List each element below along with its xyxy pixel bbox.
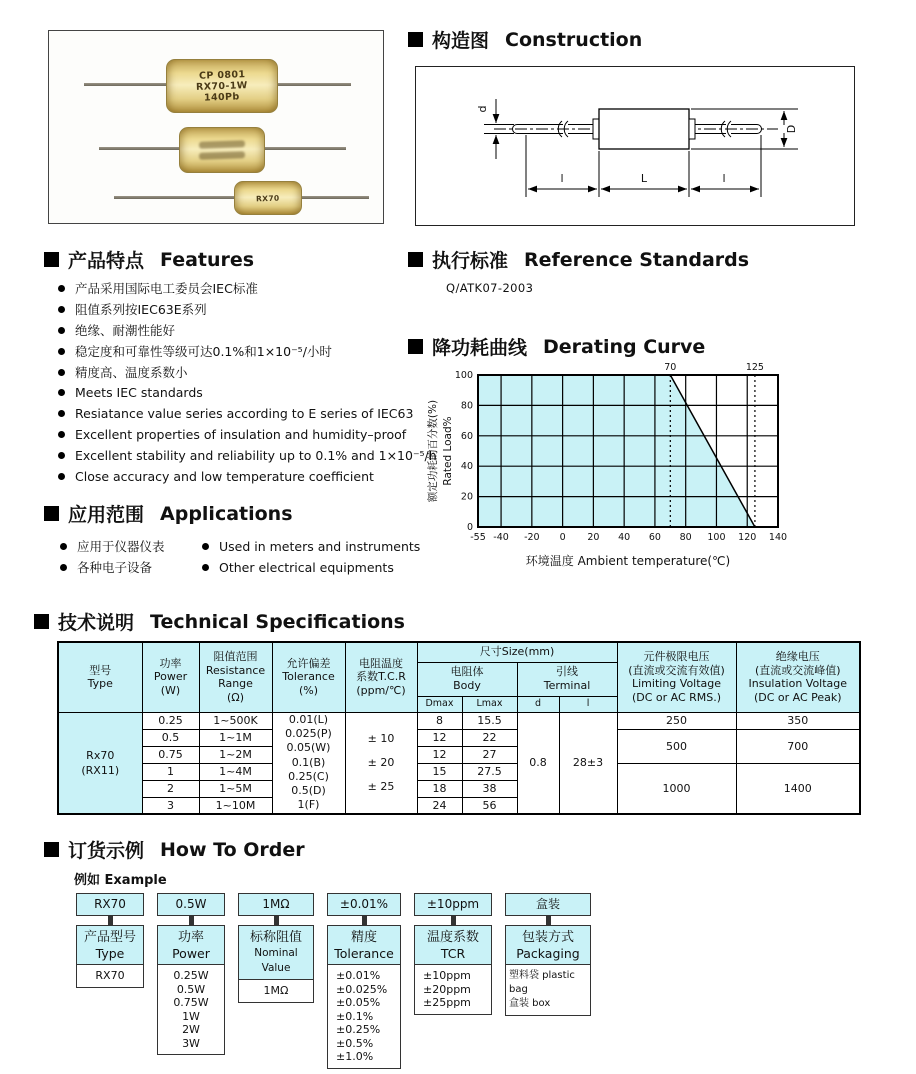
connector-line xyxy=(546,916,551,925)
resistor-body-outline xyxy=(599,109,689,149)
section-marker-square xyxy=(408,252,423,267)
order-flow xyxy=(76,893,591,1069)
list-item: Used in meters and instruments xyxy=(202,540,420,553)
blurred-marking xyxy=(199,140,245,149)
standards-value: Q/ATK07-2003 xyxy=(446,281,534,295)
dim-label-l-right: l xyxy=(722,172,726,185)
table-row xyxy=(58,763,860,780)
order-column-tcr xyxy=(414,893,492,1015)
applications-lists xyxy=(60,540,420,582)
order-column-tolerance xyxy=(327,893,401,1069)
cell-range: 1~4M xyxy=(199,763,272,780)
order-example-label: 例如 Example xyxy=(74,873,167,888)
x-tick-label: 140 xyxy=(768,532,788,543)
cell-power: 3 xyxy=(142,797,199,814)
cell-lmax: 56 xyxy=(462,797,517,814)
cell-tolerance xyxy=(272,712,345,814)
section-marker-square xyxy=(44,506,59,521)
list-item: 0.5(D) xyxy=(291,784,326,798)
order-code-box: 0.5W xyxy=(157,893,225,916)
order-label-box xyxy=(157,925,225,965)
section-title-zh: 执行标准 xyxy=(432,250,509,272)
section-marker-square xyxy=(44,842,59,857)
list-item: 0.75W xyxy=(173,996,209,1009)
construction-diagram xyxy=(415,66,855,226)
section-title-en: Reference Standards xyxy=(524,248,750,271)
list-item: ±0.5% xyxy=(336,1036,374,1050)
col-header-tcr xyxy=(345,642,417,712)
list-item: 元件极限电压 xyxy=(643,649,710,663)
connector-line xyxy=(108,916,113,925)
list-item: (RX11) xyxy=(81,763,120,777)
y-tick-label: 60 xyxy=(460,430,473,442)
list-item: Insulation Voltage xyxy=(748,677,848,691)
standards-section-title xyxy=(408,246,749,273)
list-item: 电阻体 xyxy=(450,665,484,679)
list-item: ± 20 xyxy=(367,755,395,769)
list-item: Meets IEC standards xyxy=(58,386,428,399)
list-item: ±1.0% xyxy=(336,1050,374,1063)
section-marker-square xyxy=(408,339,423,354)
list-item: Rx70 xyxy=(86,748,115,762)
order-values xyxy=(414,965,492,1015)
cell-tcr xyxy=(345,712,417,814)
derating-chart xyxy=(424,354,804,569)
order-column-nominal-value xyxy=(238,893,314,1003)
section-title-en: How To Order xyxy=(160,838,305,861)
applications-list-en xyxy=(202,540,420,582)
list-item: 0.025(P) xyxy=(285,727,332,740)
section-title-zh: 降功耗曲线 xyxy=(432,337,528,359)
list-item: 绝缘、耐潮性能好 xyxy=(58,324,418,337)
order-label-zh: 温度系数 xyxy=(426,930,479,945)
order-label-en: Type xyxy=(95,946,125,961)
construction-drawing-svg xyxy=(416,67,854,223)
cell-dmax: 18 xyxy=(417,780,462,797)
applications-section-title xyxy=(44,500,293,527)
x-tick-label: -55 xyxy=(470,532,486,543)
list-item: ±25ppm xyxy=(423,996,471,1009)
resistor-marking: CP 0801 xyxy=(198,68,246,82)
list-item: 引线 xyxy=(556,665,579,679)
product-photo xyxy=(48,30,384,224)
list-item: (ppm/℃) xyxy=(356,684,406,698)
section-title-zh: 构造图 xyxy=(432,30,490,52)
cell-range: 1~500K xyxy=(199,712,272,729)
section-title-zh: 技术说明 xyxy=(58,612,135,634)
col-header-type xyxy=(58,642,142,712)
col-header-size: 尺寸Size(mm) xyxy=(417,642,617,662)
reference-label: 70 xyxy=(664,362,677,373)
cell-range: 1~1M xyxy=(199,729,272,746)
x-tick-label: 100 xyxy=(707,532,726,543)
order-code-box: 盒装 xyxy=(505,893,591,916)
section-title-en: Features xyxy=(160,248,255,271)
x-tick-label: 120 xyxy=(738,532,757,543)
order-label-box xyxy=(505,925,591,965)
order-label-zh: 功率 xyxy=(177,930,204,945)
cell-power: 1 xyxy=(142,763,199,780)
y-tick-label: 40 xyxy=(460,461,473,473)
table-row xyxy=(58,729,860,746)
list-item: 1MΩ xyxy=(263,984,289,997)
list-item: 允许偏差 xyxy=(286,656,331,670)
list-item: (%) xyxy=(298,684,319,698)
y-axis-label-zh: 额定功耗的百分数(%) xyxy=(427,399,439,503)
order-values xyxy=(76,965,144,988)
order-code-box: RX70 xyxy=(76,893,144,916)
cell-type xyxy=(58,712,142,814)
order-label-en: Tolerance xyxy=(334,946,394,961)
col-header-tolerance xyxy=(272,642,345,712)
section-marker-square xyxy=(44,252,59,267)
y-axis-label-en: Rated Load% xyxy=(442,416,454,486)
section-marker-square xyxy=(34,614,49,629)
cell-insulation: 700 xyxy=(736,729,860,763)
list-item: ±20ppm xyxy=(423,982,471,996)
list-item: ±0.25% xyxy=(336,1023,381,1036)
resistor-marking: RX70-1W xyxy=(195,79,249,93)
resistor-photo-large xyxy=(166,59,278,113)
order-label-zh: 产品型号 xyxy=(83,930,136,945)
section-title-en: Construction xyxy=(505,28,643,51)
list-item: Range xyxy=(218,677,253,691)
list-item: 阻值范围 xyxy=(213,649,258,663)
order-column-power xyxy=(157,893,225,1055)
list-item: (直流或交流有效值) xyxy=(628,663,725,677)
section-title-zh: 订货示例 xyxy=(68,840,145,862)
list-item: Other electrical equipments xyxy=(202,561,420,574)
list-item: 型号 xyxy=(89,663,112,677)
construction-section-title xyxy=(408,26,642,53)
list-item: (Ω) xyxy=(227,691,244,704)
cell-range: 1~2M xyxy=(199,746,272,763)
x-tick-label: 20 xyxy=(587,532,600,543)
x-axis-label: 环境温度 Ambient temperature(℃) xyxy=(525,554,731,568)
list-item: Power xyxy=(153,670,188,684)
list-item: 精度高、温度系数小 xyxy=(58,366,418,379)
cell-limiting: 250 xyxy=(617,712,736,729)
list-item: ± 10 xyxy=(367,731,395,745)
resistor-marking: RX70 xyxy=(256,193,280,203)
order-label-en: TCR xyxy=(440,946,466,961)
cell-range: 1~5M xyxy=(199,780,272,797)
x-tick-label: 40 xyxy=(618,532,631,543)
cell-terminal-d: 0.8 xyxy=(517,712,559,814)
order-label-zh: 包装方式 xyxy=(521,930,574,945)
list-item: 系数T.C.R xyxy=(356,670,406,684)
cell-lmax: 15.5 xyxy=(462,712,517,729)
cell-dmax: 15 xyxy=(417,763,462,780)
order-label-box xyxy=(76,925,144,965)
applications-list-zh xyxy=(60,540,202,582)
list-item: Type xyxy=(87,677,113,691)
cell-limiting: 500 xyxy=(617,729,736,763)
x-tick-label: 80 xyxy=(679,532,692,543)
cell-lmax: 38 xyxy=(462,780,517,797)
list-item: 0.05(W) xyxy=(286,741,331,755)
cell-dmax: 8 xyxy=(417,712,462,729)
cell-dmax: 12 xyxy=(417,746,462,763)
cell-power: 2 xyxy=(142,780,199,797)
col-header-range xyxy=(199,642,272,712)
x-tick-label: -20 xyxy=(524,532,540,543)
order-column-packaging xyxy=(505,893,591,1016)
dim-label-l-left: l xyxy=(560,172,564,185)
cell-lmax: 27 xyxy=(462,746,517,763)
connector-line xyxy=(451,916,456,925)
list-item: Excellent properties of insulation and humidity–proof xyxy=(58,428,428,441)
dim-label-d: d xyxy=(476,105,489,113)
order-label-en: Nominal Value xyxy=(254,947,298,974)
order-label-en: Power xyxy=(172,946,210,961)
col-header-insulation-voltage xyxy=(736,642,860,712)
resistor-photo-medium xyxy=(179,127,265,173)
list-item: Resiatance value series according to E series of IEC63 xyxy=(58,407,428,420)
cell-lmax: 27.5 xyxy=(462,763,517,780)
cell-limiting: 1000 xyxy=(617,763,736,814)
resistor-marking: 140Pb xyxy=(204,90,240,104)
list-item: 3W xyxy=(182,1036,200,1050)
order-label-box xyxy=(327,925,401,965)
specs-section-title xyxy=(34,608,405,635)
list-item: 各种电子设备 xyxy=(60,561,202,574)
y-tick-label: 100 xyxy=(454,370,473,381)
connector-line xyxy=(189,916,194,925)
cell-power: 0.5 xyxy=(142,729,199,746)
order-code-box: ±0.01% xyxy=(327,893,401,916)
order-column-type xyxy=(76,893,144,988)
order-values xyxy=(157,965,225,1055)
list-item: RX70 xyxy=(95,969,125,982)
list-item: Close accuracy and low temperature coefficient xyxy=(58,470,428,483)
list-item: 0.01(L) xyxy=(288,712,329,726)
section-title-en: Applications xyxy=(160,502,293,525)
col-header-d: d xyxy=(517,696,559,712)
y-tick-label: 80 xyxy=(460,400,473,412)
col-header-dmax: Dmax xyxy=(417,696,462,712)
col-header-body xyxy=(417,662,517,696)
y-tick-label: 0 xyxy=(466,522,473,533)
dim-label-L: L xyxy=(640,172,648,185)
list-item: (DC or AC Peak) xyxy=(753,691,842,704)
list-item: ±10ppm xyxy=(423,969,471,982)
list-item: 1(F) xyxy=(297,798,320,812)
list-item: 绝缘电压 xyxy=(775,649,820,663)
x-tick-label: 0 xyxy=(559,532,566,543)
reference-label: 125 xyxy=(745,362,764,373)
spec-table-wrap xyxy=(57,641,861,815)
blurred-marking xyxy=(199,151,245,160)
section-title-en: Derating Curve xyxy=(543,335,706,358)
resistor-photo-small xyxy=(234,181,302,215)
end-cap-right xyxy=(689,119,695,139)
cell-range: 1~10M xyxy=(199,797,272,814)
derating-chart-svg xyxy=(424,354,804,546)
list-item: 2W xyxy=(182,1023,200,1036)
col-header-lmax: Lmax xyxy=(462,696,517,712)
order-label-zh: 精度 xyxy=(350,930,377,945)
list-item: 产品采用国际电工委员会IEC标准 xyxy=(58,282,418,295)
list-item: 0.1(B) xyxy=(291,755,326,769)
list-item: 1W xyxy=(182,1009,200,1023)
cell-power: 0.75 xyxy=(142,746,199,763)
col-header-limiting-voltage xyxy=(617,642,736,712)
table-row xyxy=(58,712,860,729)
list-item: Excellent stability and reliability up to 0.1% and 1×10⁻⁵/h xyxy=(58,449,428,462)
y-tick-label: 20 xyxy=(460,491,473,503)
list-item: Tolerance xyxy=(282,670,335,684)
list-item: 功率 xyxy=(159,656,182,670)
dim-label-D: D xyxy=(785,124,798,134)
list-item: Body xyxy=(453,679,481,692)
order-label-box xyxy=(414,925,492,965)
x-tick-label: -40 xyxy=(493,532,509,543)
list-item: (直流或交流峰值) xyxy=(754,663,841,677)
list-item: 0.5W xyxy=(176,982,206,996)
end-cap-left xyxy=(593,119,599,139)
connector-line xyxy=(274,916,279,925)
section-title-en: Technical Specifications xyxy=(150,610,405,633)
list-item: ±0.05% xyxy=(336,996,381,1009)
order-label-zh: 标称阻值 xyxy=(249,930,302,945)
col-header-terminal xyxy=(517,662,617,696)
x-tick-label: 60 xyxy=(648,532,661,543)
order-values xyxy=(238,980,314,1003)
list-item: 0.25W xyxy=(173,969,209,982)
list-item: 阻值系列按IEC63E系列 xyxy=(58,303,418,316)
features-section-title xyxy=(44,246,254,273)
col-header-power xyxy=(142,642,199,712)
section-title-zh: 产品特点 xyxy=(68,250,145,272)
order-section-title xyxy=(44,836,305,863)
cell-insulation: 350 xyxy=(736,712,860,729)
cell-power: 0.25 xyxy=(142,712,199,729)
order-values xyxy=(327,965,401,1069)
cell-terminal-l: 28±3 xyxy=(559,712,617,814)
cell-dmax: 12 xyxy=(417,729,462,746)
list-item: (DC or AC RMS.) xyxy=(631,691,722,704)
cell-lmax: 22 xyxy=(462,729,517,746)
order-code-box: 1MΩ xyxy=(238,893,314,916)
features-list-zh xyxy=(58,282,418,387)
list-item: (W) xyxy=(160,684,181,698)
list-item: Limiting Voltage xyxy=(632,677,722,691)
list-item: Terminal xyxy=(543,679,591,692)
cell-insulation: 1400 xyxy=(736,763,860,814)
section-title-zh: 应用范围 xyxy=(68,504,145,526)
list-item: Resistance xyxy=(205,663,266,677)
list-item: 电阻温度 xyxy=(359,656,403,670)
order-label-en: Packaging xyxy=(516,946,580,961)
list-item: 塑料袋 plastic bag xyxy=(509,970,575,995)
list-item: 盒装 box xyxy=(509,998,551,1009)
list-item: ± 25 xyxy=(367,779,395,793)
list-item: 应用于仪器仪表 xyxy=(60,540,202,553)
order-code-box: ±10ppm xyxy=(414,893,492,916)
order-label-box xyxy=(238,925,314,980)
list-item: 稳定度和可靠性等级可达0.1%和1×10⁻⁵/小时 xyxy=(58,345,418,358)
order-values xyxy=(505,965,591,1016)
list-item: ±0.01% xyxy=(336,969,381,982)
col-header-l: l xyxy=(559,696,617,712)
section-marker-square xyxy=(408,32,423,47)
connector-line xyxy=(362,916,367,925)
list-item: ±0.025% xyxy=(336,982,388,996)
list-item: 0.25(C) xyxy=(288,769,329,783)
cell-dmax: 24 xyxy=(417,797,462,814)
list-item: ±0.1% xyxy=(336,1009,374,1023)
spec-table xyxy=(57,641,861,815)
